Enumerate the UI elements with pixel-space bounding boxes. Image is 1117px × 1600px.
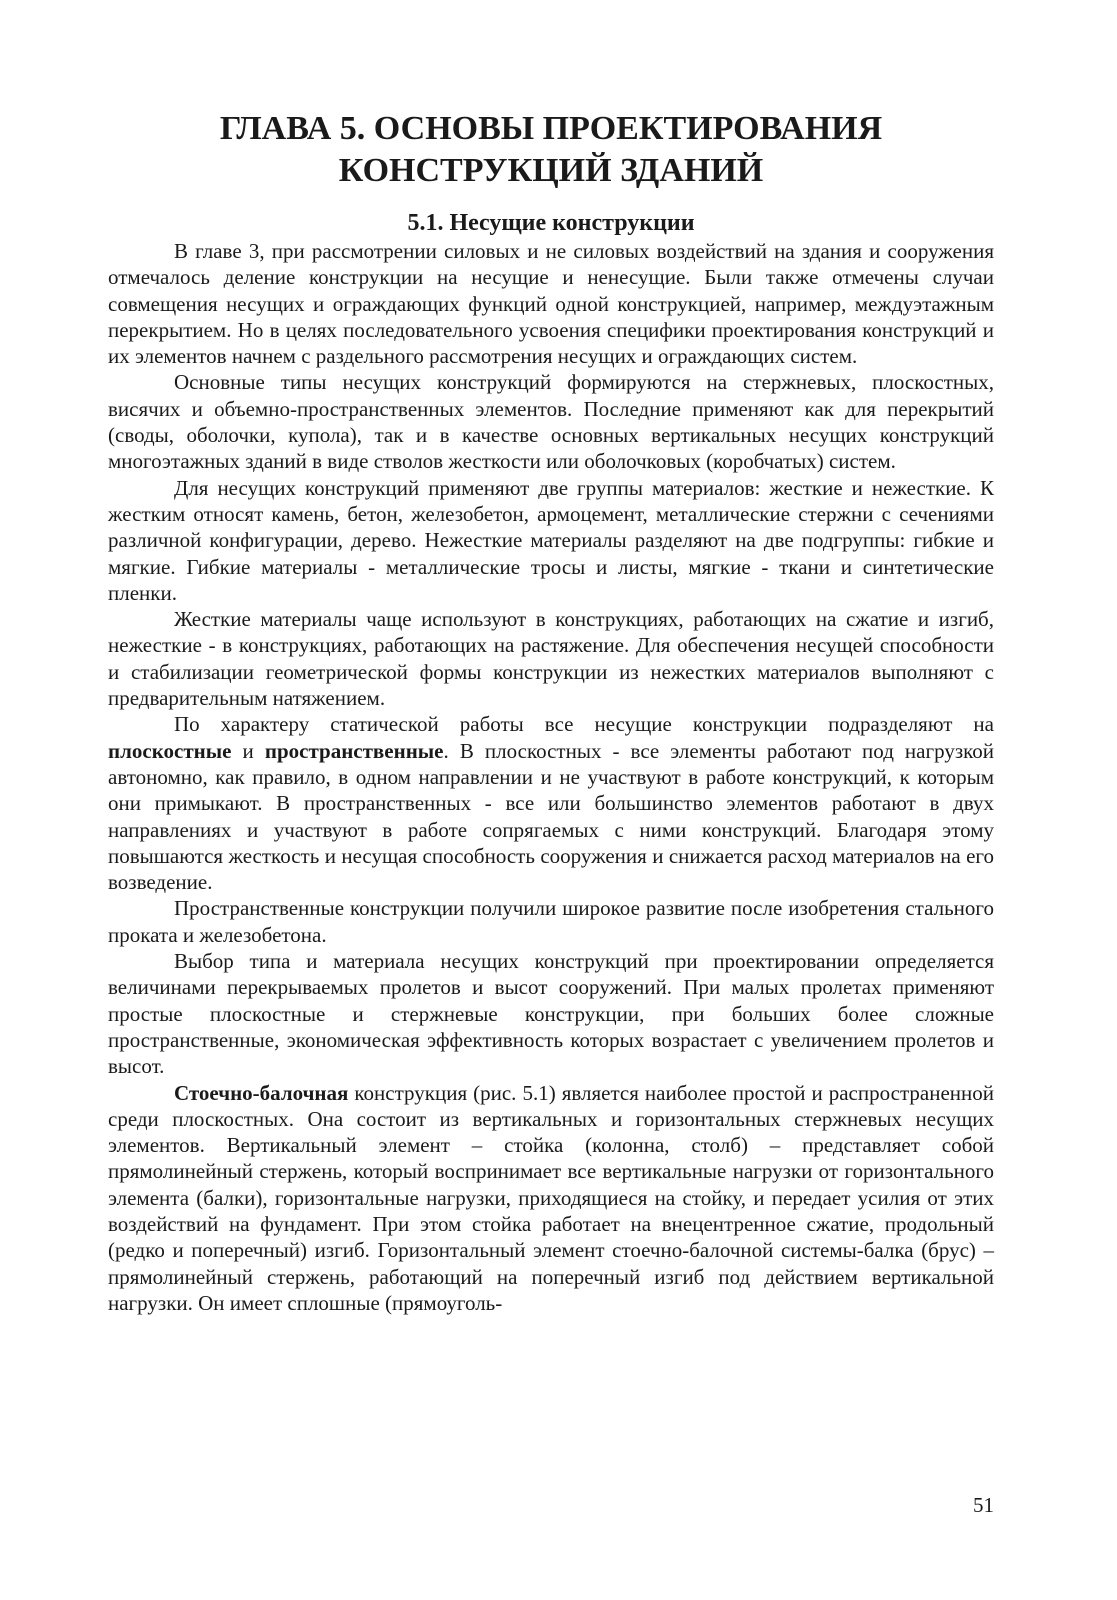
paragraph-text: и bbox=[231, 738, 265, 763]
bold-term: Стоечно-балочная bbox=[174, 1080, 349, 1105]
paragraph bbox=[108, 1080, 994, 1317]
page-number: 51 bbox=[973, 1493, 994, 1517]
chapter-title: ГЛАВА 5. ОСНОВЫ ПРОЕКТИРОВАНИЯ КОНСТРУКЦИЙ ЗДАНИЙ bbox=[219, 110, 883, 189]
paragraph: Выбор типа и материала несущих конструкций при проектировании определяется величинами перекрываемых пролетов и высот сооружений. При малых пролетах применяют простые плоскостные и стержневые конструкции, при больших более сложные пространственные, экономическая эффективность которых возрастает с увеличением пролетов и высот. bbox=[108, 949, 994, 1079]
paragraph: Жесткие материалы чаще используют в конструкциях, работающих на сжатие и изгиб, нежесткие - в конструкциях, работающих на растяжение. Для обеспечения несущей способности и стабилизации геометрической формы конструкции из нежестких материалов выполняют с предварительным натяжением. bbox=[108, 607, 994, 711]
paragraph bbox=[108, 711, 994, 895]
paragraph: В главе 3, при рассмотрении силовых и не силовых воздействий на здания и сооружения отмечалось деление конструкции на несущие и ненесущие. Были также отмечены случаи совмещения несущих и ограждающих функций одной конструкцией, например, междуэтажным перекрытием. Но в целях последовательного усвоения специфики проектирования конструкций и их элементов начнем с раздельного рассмотрения несущих и ограждающих систем. bbox=[108, 239, 994, 369]
bold-term: плоскостные bbox=[108, 738, 232, 763]
paragraph: Пространственные конструкции получили широкое развитие после изобретения стального проката и железобетона. bbox=[108, 896, 994, 947]
body-text bbox=[108, 238, 994, 1316]
paragraph: Основные типы несущих конструкций формируются на стержневых, плоскостных, висячих и объемно-пространственных элементов. Последние применяют как для перекрытий (своды, оболочки, купола), так и в качестве основных вертикальных несущих конструкций многоэтажных зданий в виде стволов жесткости или оболочковых (коробчатых) систем. bbox=[108, 370, 994, 474]
section-title: 5.1. Несущие конструкции bbox=[407, 210, 695, 236]
page bbox=[108, 108, 994, 1316]
paragraph-text: По характеру статической работы все несущие конструкции подразделяют на bbox=[174, 712, 994, 737]
bold-term: пространственные bbox=[264, 738, 444, 763]
paragraph: Для несущих конструкций применяют две группы материалов: жесткие и нежесткие. К жестким относят камень, бетон, железобетон, армоцемент, металлические стержни с сечениями различной конфигурации, дерево. Нежесткие материалы разделяют на две подгруппы: гибкие и мягкие. Гибкие материалы - металлические тросы и листы, мягкие - ткани и синтетические пленки. bbox=[108, 475, 994, 605]
paragraph-text: . В плоскостных - все элементы работают под нагрузкой автономно, как правило, в одном направлении и не участвуют в работе конструкций, к которым они примыкают. В пространственных - все или большинство элементов работают в двух направлениях и участвуют в работе сопрягаемых с ними конструкций. Благодаря этому повышаются жесткость и несущая способность сооружения и снижается расход материалов на его возведение. bbox=[108, 738, 994, 895]
paragraph-text: конструкция (рис. 5.1) является наиболее простой и распространенной среди плоскостных. Она состоит из вертикальных и горизонтальных стержневых несущих элементов. Вертикальный элемент – стойка (колонна, столб) – представляет собой прямолинейный стержень, который воспринимает все вертикальные нагрузки от горизонтального элемента (балки), горизонтальные нагрузки, приходящиеся на стойку, и передает усилия от этих воздействий на фундамент. При этом стойка работает на внецентренное сжатие, продольный (редко и поперечный) изгиб. Горизонтальный элемент стоечно-балочной системы-балка (брус) – прямолинейный стержень, работающий на поперечный изгиб под действием вертикальной нагрузки. Он имеет сплошные (прямоуголь- bbox=[108, 1080, 994, 1315]
